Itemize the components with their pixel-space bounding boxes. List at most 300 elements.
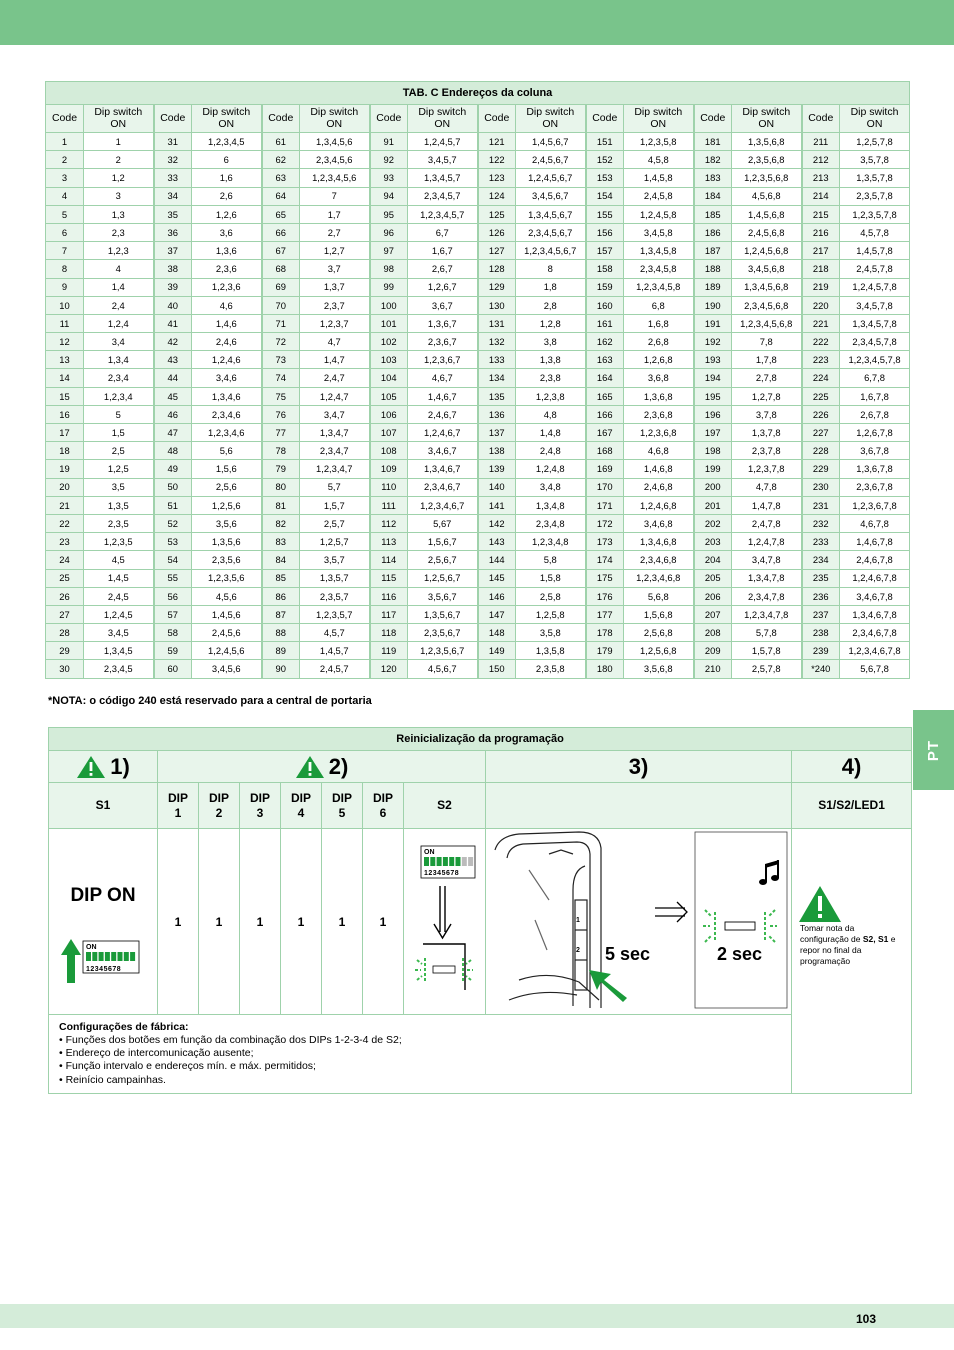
dip-switch-cell: 1,3,4,5,8 — [624, 242, 694, 260]
code-cell: 77 — [262, 424, 300, 442]
dip-switch-cell: 6,7 — [408, 223, 478, 241]
dip-switch-cell: 1,2,5 — [84, 460, 154, 478]
code-cell: 37 — [154, 242, 192, 260]
code-cell: 236 — [802, 587, 840, 605]
dip-switch-cell: 2,5,8 — [516, 587, 586, 605]
table-row — [46, 460, 910, 478]
table-row — [46, 351, 910, 369]
code-cell: 112 — [370, 514, 408, 532]
dip-switch-cell: 3,4,5,8 — [624, 223, 694, 241]
dip-switch-cell: 1,3,4,5,7 — [408, 169, 478, 187]
dip-switch-cell: 7 — [300, 187, 370, 205]
dip-switch-cell: 6 — [192, 151, 262, 169]
code-cell: 123 — [478, 169, 516, 187]
dip-switch-cell: 5,7,8 — [732, 624, 802, 642]
code-cell: 125 — [478, 205, 516, 223]
dip-switch-cell: 2,3,5,6 — [192, 551, 262, 569]
table-row — [46, 624, 910, 642]
code-cell: 209 — [694, 642, 732, 660]
dip-switch-cell: 1,2,3,4,5,8 — [624, 278, 694, 296]
code-cell: 114 — [370, 551, 408, 569]
dip-switch-cell: 4,5,7 — [300, 624, 370, 642]
dip-switch-cell: 1,2,3,5,8 — [624, 133, 694, 151]
code-cell: 39 — [154, 278, 192, 296]
code-cell: 126 — [478, 223, 516, 241]
dip-switch-cell: 5,6 — [192, 442, 262, 460]
header-dip-1: DIP 1 — [158, 783, 199, 829]
code-cell: 169 — [586, 460, 624, 478]
column-header-code: Code — [802, 105, 840, 133]
dip-toggle — [105, 952, 110, 961]
code-cell: 68 — [262, 260, 300, 278]
table-row — [46, 278, 910, 296]
code-cell: 92 — [370, 151, 408, 169]
dip-switch-cell: 1,5,8 — [516, 569, 586, 587]
code-cell: 227 — [802, 424, 840, 442]
step4-cell — [792, 829, 912, 1094]
dip-toggle — [461, 857, 466, 866]
dip-switch-cell: 2,4,5,6 — [192, 624, 262, 642]
led-icon — [725, 922, 755, 930]
code-cell: 32 — [154, 151, 192, 169]
reset-title: Reinicialização da programação — [49, 728, 912, 751]
code-cell: 61 — [262, 133, 300, 151]
dip-switch-cell: 1,2,7 — [300, 242, 370, 260]
dip-switch-cell: 1,3,5,6,7 — [408, 605, 478, 623]
table-row — [46, 514, 910, 532]
bottom-band — [0, 1304, 954, 1328]
code-cell: 75 — [262, 387, 300, 405]
code-cell: 22 — [46, 514, 84, 532]
dip-switch-cell: 1,6,7,8 — [840, 387, 910, 405]
code-cell: 193 — [694, 351, 732, 369]
code-cell: 146 — [478, 587, 516, 605]
dip-toggle — [92, 952, 97, 961]
code-cell: 131 — [478, 314, 516, 332]
code-cell: 234 — [802, 551, 840, 569]
dip-switch-cell: 1,3,5,6 — [192, 533, 262, 551]
code-cell: 217 — [802, 242, 840, 260]
code-cell: 108 — [370, 442, 408, 460]
code-cell: 31 — [154, 133, 192, 151]
code-cell: 198 — [694, 442, 732, 460]
code-cell: 159 — [586, 278, 624, 296]
dip-switch-cell: 2,3,7 — [300, 296, 370, 314]
code-cell: 186 — [694, 223, 732, 241]
code-cell: 65 — [262, 205, 300, 223]
dip-switch-cell: 2,4,6,7,8 — [840, 551, 910, 569]
dip-switch-cell: 3,5,6,7 — [408, 587, 478, 605]
code-cell: 24 — [46, 551, 84, 569]
code-cell: 98 — [370, 260, 408, 278]
dip-switch-cell: 1,4,5 — [84, 569, 154, 587]
code-cell: 148 — [478, 624, 516, 642]
code-cell: 206 — [694, 587, 732, 605]
dip-switch-cell: 2,4,5,8 — [624, 187, 694, 205]
up-arrow-icon — [61, 939, 81, 983]
code-cell: 109 — [370, 460, 408, 478]
dip-switch-cell: 1,3,7 — [300, 278, 370, 296]
dip-switch-cell: 1,2 — [84, 169, 154, 187]
s2-cell — [404, 829, 486, 1015]
dip-switch-cell: 1,2,6,7,8 — [840, 424, 910, 442]
dip-toggle — [436, 857, 441, 866]
dip-switch-cell: 2,3,4,8 — [516, 514, 586, 532]
dip-switch-cell: 3,4,6 — [192, 369, 262, 387]
code-cell: 164 — [586, 369, 624, 387]
factory-item: • Função intervalo e endereços mín. e máx. permitidos; — [59, 1060, 316, 1073]
dip-switch-cell: 1,2,4,6,8 — [624, 496, 694, 514]
code-cell: 50 — [154, 478, 192, 496]
code-cell: 172 — [586, 514, 624, 532]
code-cell: 5 — [46, 205, 84, 223]
code-cell: 199 — [694, 460, 732, 478]
dip-switch-cell: 1,4,5,7,8 — [840, 242, 910, 260]
code-cell: 8 — [46, 260, 84, 278]
dip-switch-cell: 1,3,4,6 — [192, 387, 262, 405]
dip-3-value: 1 — [240, 829, 281, 1015]
code-cell: 232 — [802, 514, 840, 532]
code-cell: 132 — [478, 333, 516, 351]
dip-switch-cell: 2 — [84, 151, 154, 169]
dip-switch-cell: 2,6,7,8 — [840, 405, 910, 423]
code-cell: 55 — [154, 569, 192, 587]
dip-switch-cell: 5,67 — [408, 514, 478, 532]
code-cell: 113 — [370, 533, 408, 551]
code-cell: 182 — [694, 151, 732, 169]
dip-switch-cell: 3,4,5,6,7 — [516, 187, 586, 205]
dip-toggle — [468, 857, 473, 866]
dip-switch-cell: 1,3,6,7 — [408, 314, 478, 332]
dip-switch-cell: 1,2,3,4,5,7 — [408, 205, 478, 223]
column-header-dip-switch: Dip switch ON — [516, 105, 586, 133]
code-cell: 12 — [46, 333, 84, 351]
dip-switch-cell: 2,3,4,7,8 — [732, 587, 802, 605]
dip-switch-cell: 1,3,4 — [84, 351, 154, 369]
table-row — [46, 533, 910, 551]
dip-switch-cell: 2,3,8 — [516, 369, 586, 387]
dip-switch-cell: 2,3,5,6,8 — [732, 151, 802, 169]
code-cell: 196 — [694, 405, 732, 423]
dip-switch-cell: 2,3,4,7 — [300, 442, 370, 460]
dip-switch-cell: 1,2,6,8 — [624, 351, 694, 369]
dip-switch-cell: 3,6,8 — [624, 369, 694, 387]
code-cell: 147 — [478, 605, 516, 623]
dip-switch-cell: 4,5 — [84, 551, 154, 569]
code-cell: 177 — [586, 605, 624, 623]
code-cell: 191 — [694, 314, 732, 332]
dip-switch-cell: 5,6,7,8 — [840, 660, 910, 678]
code-cell: 48 — [154, 442, 192, 460]
code-cell: 140 — [478, 478, 516, 496]
code-cell: 15 — [46, 387, 84, 405]
code-cell: 174 — [586, 551, 624, 569]
code-cell: 83 — [262, 533, 300, 551]
code-cell: 153 — [586, 169, 624, 187]
code-cell: 84 — [262, 551, 300, 569]
dip-switch-cell: 2,3,7,8 — [732, 442, 802, 460]
dip-toggle — [449, 857, 454, 866]
dip-switch-cell: 1,4,7 — [300, 351, 370, 369]
dip-switch-cell: 3,5,6,8 — [624, 660, 694, 678]
dip-switch-cell: 1,2,3,6,7 — [408, 351, 478, 369]
factory-item: • Funções dos botões em função da combinação dos DIPs 1-2-3-4 de S2; — [59, 1034, 402, 1047]
code-cell: 149 — [478, 642, 516, 660]
code-cell: 58 — [154, 624, 192, 642]
code-cell: 95 — [370, 205, 408, 223]
table-row — [46, 223, 910, 241]
column-header-dip-switch: Dip switch ON — [732, 105, 802, 133]
dip-toggle — [455, 857, 460, 866]
code-cell: 47 — [154, 424, 192, 442]
code-cell: 205 — [694, 569, 732, 587]
dip-switch-cell: 3,6,7 — [408, 296, 478, 314]
code-cell: 81 — [262, 496, 300, 514]
down-arrow-icon — [434, 886, 451, 938]
dip-switch-cell: 1,2,5,6,7 — [408, 569, 478, 587]
code-cell: 180 — [586, 660, 624, 678]
code-cell: 145 — [478, 569, 516, 587]
column-header-code: Code — [46, 105, 84, 133]
dip-switch-cell: 3,4,7 — [300, 405, 370, 423]
code-cell: 3 — [46, 169, 84, 187]
code-cell: 210 — [694, 660, 732, 678]
code-cell: 215 — [802, 205, 840, 223]
dip-switch-cell: 1,6,7 — [408, 242, 478, 260]
dip-switch-cell: 1,4,8 — [516, 424, 586, 442]
dip-switch-cell: 1,2,4,7,8 — [732, 533, 802, 551]
dip-switch-cell: 4 — [84, 260, 154, 278]
dip-switch-cell: 2,8 — [516, 296, 586, 314]
dip-switch-cell: 3,5 — [84, 478, 154, 496]
dip-switch-cell: 1,3,6 — [192, 242, 262, 260]
table-row — [46, 660, 910, 678]
dip-switch-cell: 1,2,3,4,6,7 — [408, 496, 478, 514]
dip-switch-cell: 1,2,6,7 — [408, 278, 478, 296]
dip-switch-cell: 1,7 — [300, 205, 370, 223]
table-row — [46, 605, 910, 623]
code-cell: 49 — [154, 460, 192, 478]
dip-switch-cell: 2,6 — [192, 187, 262, 205]
table-row — [46, 496, 910, 514]
dip-switch-cell: 2,4,6 — [192, 333, 262, 351]
dip-toggle — [442, 857, 447, 866]
code-cell: 179 — [586, 642, 624, 660]
code-cell: 111 — [370, 496, 408, 514]
dip-switch-cell: 1,5,6 — [192, 460, 262, 478]
code-cell: 43 — [154, 351, 192, 369]
led-icon — [433, 966, 455, 973]
code-cell: 85 — [262, 569, 300, 587]
code-cell: 228 — [802, 442, 840, 460]
dip-switch-cell: 3,5,8 — [516, 624, 586, 642]
code-cell: 42 — [154, 333, 192, 351]
code-cell: 190 — [694, 296, 732, 314]
dip-switch-cell: 2,3,4,5,8 — [624, 260, 694, 278]
dip-switch-cell: 1,2,5,8 — [516, 605, 586, 623]
code-cell: 44 — [154, 369, 192, 387]
code-cell: 73 — [262, 351, 300, 369]
dip-switch-cell: 3,5,6 — [192, 514, 262, 532]
dip-switch-cell: 1,4,7,8 — [732, 496, 802, 514]
code-cell: 91 — [370, 133, 408, 151]
svg-text:1: 1 — [575, 917, 580, 924]
code-cell: 102 — [370, 333, 408, 351]
code-cell: 194 — [694, 369, 732, 387]
code-cell: 162 — [586, 333, 624, 351]
dip-switch-cell: 1,2,8 — [516, 314, 586, 332]
dip-switch-cell: 2,4,5,7 — [300, 660, 370, 678]
dip-switch-cell: 3,4,5,7 — [408, 151, 478, 169]
factory-settings — [49, 1015, 792, 1094]
code-cell: 176 — [586, 587, 624, 605]
dip-switch-cell: 1,4 — [84, 278, 154, 296]
reserved-code-note: *NOTA: o código 240 está reservado para a central de portaria — [48, 695, 372, 707]
dip-switch-cell: 1,2,3,5,6,7 — [408, 642, 478, 660]
code-cell: 136 — [478, 405, 516, 423]
code-cell: 46 — [154, 405, 192, 423]
code-cell: 192 — [694, 333, 732, 351]
dip-switch-cell: 2,3,5 — [84, 514, 154, 532]
dip-4-value: 1 — [281, 829, 322, 1015]
dip-toggle — [124, 952, 129, 961]
dip-switch-cell: 2,3 — [84, 223, 154, 241]
dip-switch-cell: 1,4,6,8 — [624, 460, 694, 478]
svg-text:12345678: 12345678 — [423, 870, 459, 877]
dip-switch-cell: 1,2,4,6,7 — [408, 424, 478, 442]
table-row — [46, 333, 910, 351]
header-step3 — [486, 783, 792, 829]
code-cell: 41 — [154, 314, 192, 332]
code-cell: 130 — [478, 296, 516, 314]
code-cell: 118 — [370, 624, 408, 642]
code-cell: 2 — [46, 151, 84, 169]
dip-switch-cell: 1,2,3,4,6,8 — [624, 569, 694, 587]
dip-switch-cell: 1,2,3,5,6,8 — [732, 169, 802, 187]
header-dip-2: DIP 2 — [199, 783, 240, 829]
code-cell: 57 — [154, 605, 192, 623]
dip-switch-cell: 4,7,8 — [732, 478, 802, 496]
code-cell: 30 — [46, 660, 84, 678]
dip-switch-cell: 2,3,5,7,8 — [840, 187, 910, 205]
dip-switch-cell: 1,2,3,4,7 — [300, 460, 370, 478]
code-cell: 23 — [46, 533, 84, 551]
code-cell: 74 — [262, 369, 300, 387]
dip-switch-cell: 2,3,4,6 — [192, 405, 262, 423]
code-cell: 218 — [802, 260, 840, 278]
dip-switch-cell: 2,3,4 — [84, 369, 154, 387]
dip-toggle — [430, 857, 435, 866]
code-cell: 60 — [154, 660, 192, 678]
code-cell: 86 — [262, 587, 300, 605]
dip-switch-cell: 1,3,5 — [84, 496, 154, 514]
code-cell: 138 — [478, 442, 516, 460]
code-cell: 117 — [370, 605, 408, 623]
dip-switch-cell: 1,5,6,7 — [408, 533, 478, 551]
code-cell: 152 — [586, 151, 624, 169]
code-cell: 150 — [478, 660, 516, 678]
code-cell: *240 — [802, 660, 840, 678]
dip-switch-cell: 3,6 — [192, 223, 262, 241]
dip-switch-cell: 2,4,5,6,8 — [732, 223, 802, 241]
dip-switch-cell: 2,5 — [84, 442, 154, 460]
dip-5-value: 1 — [322, 829, 363, 1015]
dip-switch-cell: 1,2,3,4,6 — [192, 424, 262, 442]
dip-switch-cell: 1,5 — [84, 424, 154, 442]
code-cell: 170 — [586, 478, 624, 496]
dip-switch-cell: 1,2,3,4,5,6,8 — [732, 314, 802, 332]
warning-icon — [295, 755, 325, 779]
dip-switch-cell: 1,4,5,6,7 — [516, 133, 586, 151]
dip-switch-cell: 1,4,5,7 — [300, 642, 370, 660]
code-cell: 105 — [370, 387, 408, 405]
code-cell: 54 — [154, 551, 192, 569]
code-cell: 124 — [478, 187, 516, 205]
code-cell: 195 — [694, 387, 732, 405]
dip-switch-cell: 1,3,4,8 — [516, 496, 586, 514]
column-header-code: Code — [262, 105, 300, 133]
dip-on-label: DIP ON — [70, 885, 136, 906]
code-cell: 9 — [46, 278, 84, 296]
dip-switch-cell: 1,2,4,5,6 — [192, 642, 262, 660]
page-number: 103 — [855, 1312, 876, 1326]
dip-switch-cell: 5,6,8 — [624, 587, 694, 605]
code-cell: 21 — [46, 496, 84, 514]
code-cell: 64 — [262, 187, 300, 205]
code-cell: 231 — [802, 496, 840, 514]
dip-switch-cell: 2,5,7 — [300, 514, 370, 532]
code-cell: 163 — [586, 351, 624, 369]
dip-switch-cell: 1,2,3,4,6,7,8 — [840, 642, 910, 660]
step-2: 2) — [158, 751, 486, 783]
dip-switch-cell: 1,4,5,6,8 — [732, 205, 802, 223]
code-cell: 173 — [586, 533, 624, 551]
header-dip-3: DIP 3 — [240, 783, 281, 829]
code-cell: 103 — [370, 351, 408, 369]
table-row — [46, 242, 910, 260]
dip-switch-cell: 1,3,4,5,6 — [300, 133, 370, 151]
code-cell: 87 — [262, 605, 300, 623]
step-4: 4) — [792, 751, 912, 783]
dip-switch-cell: 8 — [516, 260, 586, 278]
code-cell: 4 — [46, 187, 84, 205]
dip-switch-cell: 1,3,4,5,7,8 — [840, 314, 910, 332]
code-cell: 238 — [802, 624, 840, 642]
column-header-dip-switch: Dip switch ON — [192, 105, 262, 133]
dip-switch-cell: 2,5,6,7 — [408, 551, 478, 569]
code-cell: 154 — [586, 187, 624, 205]
dip-switch-cell: 2,4,5,7,8 — [840, 260, 910, 278]
dip-switch-cell: 1,6 — [192, 169, 262, 187]
code-cell: 70 — [262, 296, 300, 314]
code-cell: 201 — [694, 496, 732, 514]
dip-switch-cell: 1,2,5,6 — [192, 496, 262, 514]
code-cell: 7 — [46, 242, 84, 260]
column-header-dip-switch: Dip switch ON — [300, 105, 370, 133]
code-cell: 115 — [370, 569, 408, 587]
code-cell: 189 — [694, 278, 732, 296]
column-header-code: Code — [154, 105, 192, 133]
code-cell: 19 — [46, 460, 84, 478]
dip-switch-cell: 4,8 — [516, 405, 586, 423]
dip-switch-cell: 4,5,7,8 — [840, 223, 910, 241]
code-cell: 167 — [586, 424, 624, 442]
dip-switch-cell: 1,2,4,7 — [300, 387, 370, 405]
code-cell: 233 — [802, 533, 840, 551]
code-cell: 122 — [478, 151, 516, 169]
dip-switch-cell: 1,2,4,5,6,8 — [732, 242, 802, 260]
table-row — [46, 260, 910, 278]
